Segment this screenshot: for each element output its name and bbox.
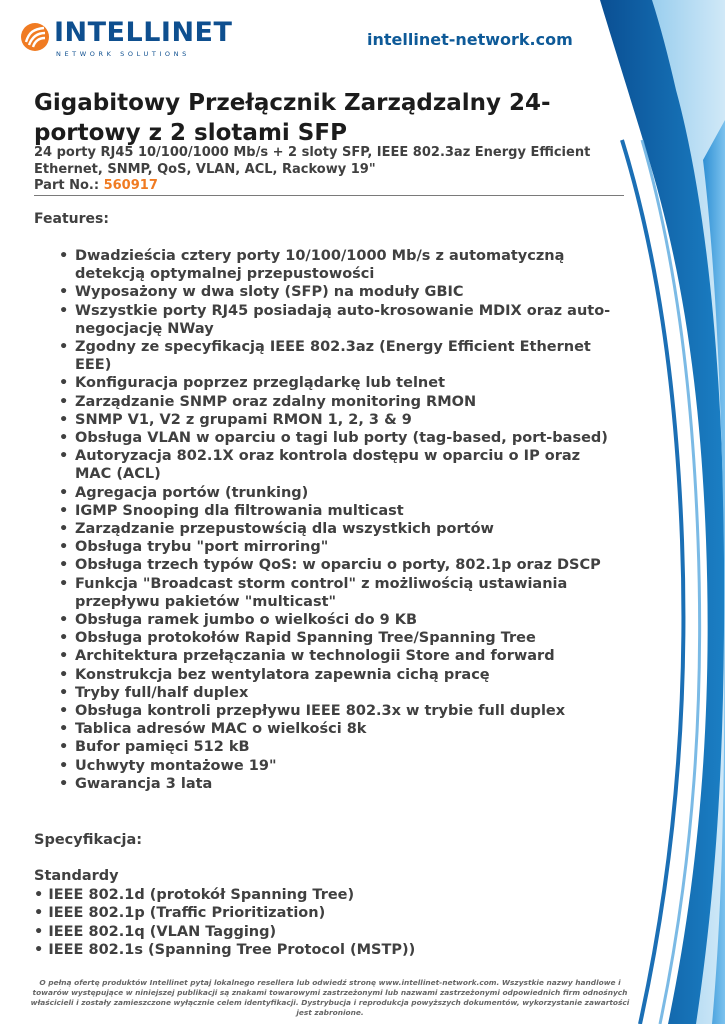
logo-signal-icon (20, 22, 50, 52)
list-item: • Obsługa protokołów Rapid Spanning Tree/Spanning Tree (57, 629, 617, 647)
standards-list (34, 886, 415, 959)
list-item: • Funkcja "Broadcast storm control" z możliwością ustawiania przepływu pakietów "multicast" (57, 575, 617, 611)
list-item: • Gwarancja 3 lata (57, 775, 617, 793)
list-item: • IEEE 802.1d (protokół Spanning Tree) (34, 887, 355, 903)
list-item: • Obsługa VLAN w oparciu o tagi lub porty (tag-based, port-based) (57, 429, 617, 447)
list-item: • SNMP V1, V2 z grupami RMON 1, 2, 3 & 9 (57, 411, 617, 429)
part-number-label: Part No.: (34, 178, 100, 193)
product-subtitle: 24 porty RJ45 10/100/1000 Mb/s + 2 sloty SFP, IEEE 802.3az Energy Efficient Ethernet, SNMP, QoS, VLAN, ACL, Rackowy 19" (34, 145, 591, 177)
website-link[interactable]: intellinet-network.com (367, 30, 573, 49)
list-item: • Autoryzacja 802.1X oraz kontrola dostępu w oparciu o IP oraz MAC (ACL) (57, 447, 617, 483)
list-item: • Bufor pamięci 512 kB (57, 738, 617, 756)
product-title: Gigabitowy Przełącznik Zarządzalny 24-portowy z 2 slotami SFP (34, 90, 551, 146)
brand-logo (20, 17, 233, 58)
list-item: • Zarządzanie SNMP oraz zdalny monitoring RMON (57, 393, 617, 411)
list-item: • Agregacja portów (trunking) (57, 484, 617, 502)
header-divider (34, 195, 624, 196)
list-item: • Obsługa trybu "port mirroring" (57, 538, 617, 556)
list-item: • Wszystkie porty RJ45 posiadają auto-krosowanie MDIX oraz auto-negocjację NWay (57, 302, 617, 338)
list-item: • IEEE 802.1p (Traffic Prioritization) (34, 905, 326, 922)
list-item: • Obsługa kontroli przepływu IEEE 802.3x w trybie full duplex (57, 702, 617, 720)
list-item: • Tryby full/half duplex (57, 684, 617, 702)
list-item: • Tablica adresów MAC o wielkości 8k (57, 720, 617, 738)
part-number-line (34, 178, 158, 193)
list-item: • Konstrukcja bez wentylatora zapewnia cichą pracę (57, 666, 617, 684)
logo-tagline: NETWORK SOLUTIONS (56, 50, 190, 58)
list-item: • Architektura przełączania w technologii Store and forward (57, 647, 617, 665)
list-item: • Konfiguracja poprzez przeglądarkę lub telnet (57, 374, 617, 392)
list-item: • Zarządzanie przepustowścią dla wszystkich portów (57, 520, 617, 538)
list-item: • IEEE 802.1s (Spanning Tree Protocol (MSTP)) (34, 941, 416, 958)
list-item: • Zgodny ze specyfikacją IEEE 802.3az (Energy Efficient Ethernet EEE) (57, 338, 617, 374)
part-number-value: 560917 (103, 178, 158, 193)
list-item: • IEEE 802.1q (VLAN Tagging) (34, 923, 277, 940)
standards-heading: Standardy (34, 868, 119, 884)
footer-disclaimer: O pełną ofertę produktów Intellinet pytaj lokalnego resellera lub odwiedź stronę www.intellinet-network.com. Wszystkie nazwy handlowe i towarów występujące w niniejszej publikacji są znakami towarowymi zastrzeżonymi lub nazwami zastrzeżonymi odpowiednich firm odnośnych właścicieli i zostały zamieszczone wyłącznie celem identyfikacji. Dystrybucja i reprodukcja powyższych dokumentów, wykorzystanie zawartości jest zabronione. (30, 978, 630, 1017)
list-item: • Wyposażony w dwa sloty (SFP) na moduły GBIC (57, 283, 617, 301)
features-heading: Features: (34, 211, 109, 227)
features-list (57, 247, 617, 793)
logo-wordmark: INTELLINET (54, 17, 233, 48)
list-item: • Obsługa trzech typów QoS: w oparciu o porty, 802.1p oraz DSCP (57, 556, 617, 574)
list-item: • Obsługa ramek jumbo o wielkości do 9 KB (57, 611, 617, 629)
list-item: • Dwadzieścia cztery porty 10/100/1000 Mb/s z automatyczną detekcją optymalnej przepustowości (57, 247, 617, 283)
list-item: • Uchwyty montażowe 19" (57, 757, 617, 775)
list-item: • IGMP Snooping dla filtrowania multicast (57, 502, 617, 520)
spec-heading: Specyfikacja: (34, 832, 143, 848)
wave-edge (622, 140, 683, 1024)
